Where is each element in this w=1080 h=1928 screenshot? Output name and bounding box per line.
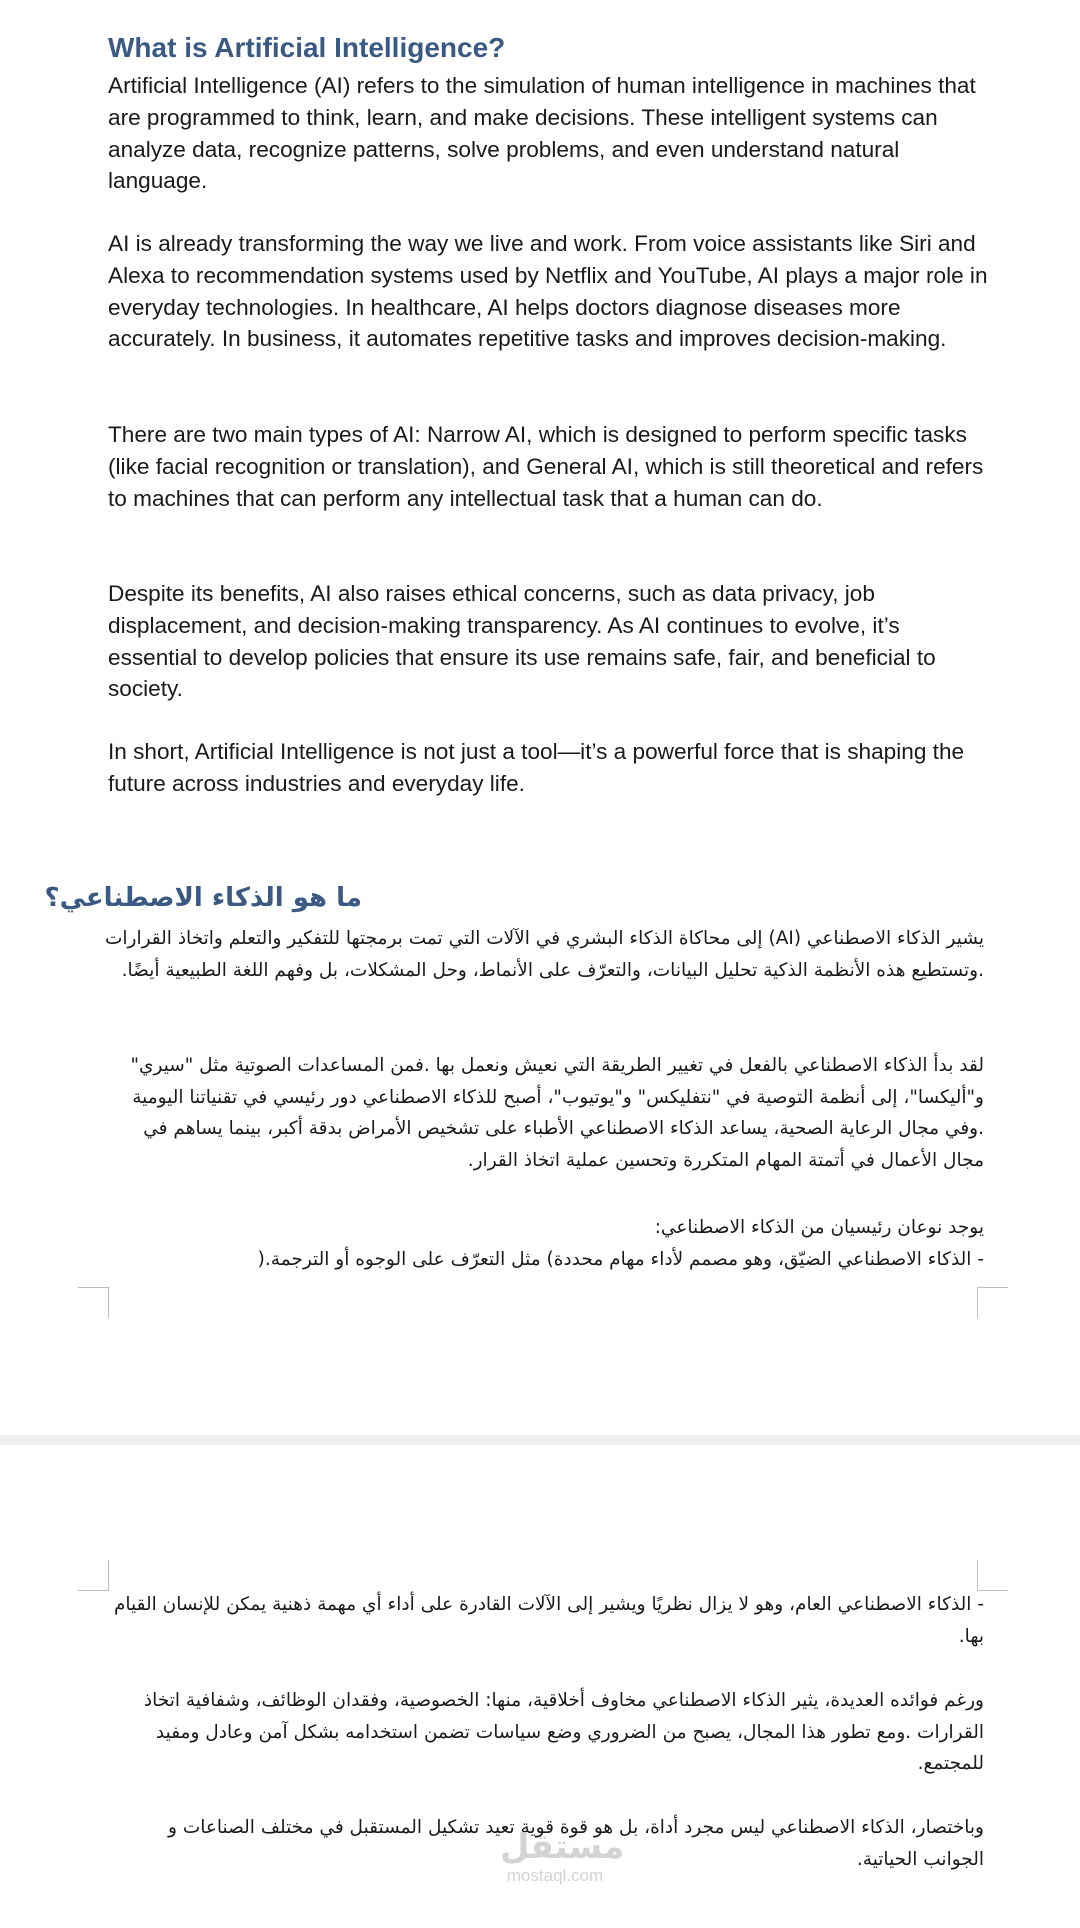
english-paragraph-1: Artificial Intelligence (AI) refers to the simulation of human intelligence in machines that are programmed to think, learn, and make decisions. These intelligent systems can analyze data, recognize patterns, solve problems, and even understand natural language.	[108, 73, 976, 194]
watermark-arabic-text: مستقل	[500, 1827, 625, 1867]
english-paragraph-4: Despite its benefits, AI also raises ethical concerns, such as data privacy, job displacement, and decision-making transparency. As AI continues to evolve, it’s essential to develop policies that ensure its use remains safe, fair, and beneficial to society.	[108, 581, 936, 702]
english-paragraph-3: There are two main types of AI: Narrow AI, which is designed to perform specific tasks (like facial recognition or translation), and General AI, which is still theoretical and refers to machines that can perform any intellectual task that a human can do.	[108, 422, 984, 511]
page-separator	[0, 1435, 1080, 1445]
arabic-paragraph-4: - الذكاء الاصطناعي الضيّق، وهو مصمم لأداء مهام محددة) مثل التعرّف على الوجوه أو الترجمة.(	[257, 1249, 984, 1270]
arabic-heading: ما هو الذكاء الاصطناعي؟	[44, 883, 362, 913]
arabic-paragraph-7: وباختصار، الذكاء الاصطناعي ليس مجرد أداة، بل هو قوة قوية تعيد تشكيل المستقبل في مختلف الصناعات و الجوانب الحياتية.	[168, 1817, 984, 1870]
arabic-paragraph-1: يشير الذكاء الاصطناعي (AI) إلى محاكاة الذكاء البشري في الآلات التي تمت برمجتها للتفكير والتعلم واتخاذ القرارات .وتستطيع هذه الأنظمة الذكية تحليل البيانات، والتعرّف على الأنماط، وحل المشكلات، بل وفهم اللغة الطبيعية أيضًا.	[104, 928, 984, 981]
arabic-paragraph-6: ورغم فوائده العديدة، يثير الذكاء الاصطناعي مخاوف أخلاقية، منها: الخصوصية، وفقدان الوظائف، وشفافية اتخاذ القرارات .ومع تطور هذا المجال، يصبح من الضروري وضع سياسات تضمن استخدامه بشكل آمن وعادل ومفيد للمجتمع.	[143, 1690, 984, 1774]
margin-corner-bottom-right	[977, 1287, 1008, 1318]
english-paragraph-5: In short, Artificial Intelligence is not just a tool—it’s a powerful force that is shaping the future across industries and everyday life.	[108, 739, 965, 796]
arabic-paragraph-2: لقد بدأ الذكاء الاصطناعي بالفعل في تغيير الطريقة التي نعيش ونعمل بها .فمن المساعدات الصوتية مثل "سيري" و"أليكسا"، إلى أنظمة التوصية في "نتفليكس" و"يوتيوب"، أصبح للذكاء الاصطناعي دور رئيسي في تقنياتنا اليومية .وفي مجال الرعاية الصحية، يساعد الذكاء الاصطناعي الأطباء على تشخيص الأمراض بدقة أكبر، بينما يساهم في مجال الأعمال في أتمتة المهام المتكررة وتحسين عملية اتخاذ القرار.	[130, 1055, 984, 1171]
watermark-latin-text: mostaql.com	[506, 1866, 604, 1885]
watermark-logo	[500, 1827, 625, 1886]
english-heading: What is Artificial Intelligence?	[108, 32, 506, 63]
arabic-paragraph-3: يوجد نوعان رئيسيان من الذكاء الاصطناعي:	[654, 1217, 984, 1238]
margin-corner-top-right	[977, 1560, 1008, 1591]
margin-corner-bottom-left	[78, 1287, 109, 1318]
arabic-paragraph-5: - الذكاء الاصطناعي العام، وهو لا يزال نظريًا ويشير إلى الآلات القادرة على أداء أي مهمة ذهنية يمكن للإنسان القيام بها.	[113, 1594, 984, 1647]
english-paragraph-2: AI is already transforming the way we live and work. From voice assistants like Siri and Alexa to recommendation systems used by Netflix and YouTube, AI plays a major role in everyday technologies. In healthcare, AI helps doctors diagnose diseases more accurately. In business, it automates repetitive tasks and improves decision-making.	[108, 231, 988, 352]
margin-corner-top-left	[78, 1560, 109, 1591]
